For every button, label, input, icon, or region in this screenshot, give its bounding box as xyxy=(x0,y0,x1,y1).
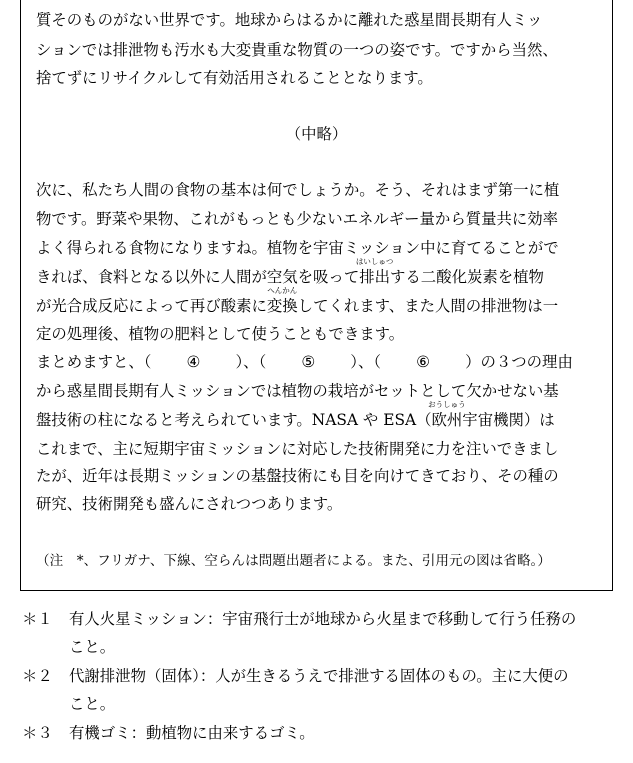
ruby-base: 排出 xyxy=(359,268,391,286)
passage-line: 研究、技術開発も盛んにされつつあります。 xyxy=(36,495,343,513)
passage-line: ションでは排泄物も汚水も大変貴重な物質の一つの姿です。ですから当然、 xyxy=(36,41,558,59)
footnote-text-cont: こと。 xyxy=(69,695,116,713)
ruby-word xyxy=(355,257,394,287)
passage-line xyxy=(36,257,544,287)
ruby-word xyxy=(428,400,466,430)
blank-close: ） xyxy=(465,353,481,371)
footnote-text: 有人火星ミッション：宇宙飛行士が地球から火星まで移動して行う任務の xyxy=(69,610,577,628)
line-text: の３つの理由 xyxy=(480,353,573,371)
editor-note: （注 *、フリガナ、下線、空らんは問題出題者による。また、引用元の図は省略。） xyxy=(36,553,551,569)
separator: 、 xyxy=(243,353,259,371)
footnote-text: 代謝排泄物（固体）：人が生きるうえで排泄する固体のもの。主に大便の xyxy=(69,667,569,685)
passage-line: 捨てずにリサイクルして有効活用されることとなります。 xyxy=(36,69,433,87)
ruby-base: 変換 xyxy=(266,297,298,315)
furigana: へんかん xyxy=(267,286,298,295)
footnote-text-cont: こと。 xyxy=(69,638,116,656)
blank-open: （ xyxy=(373,353,382,371)
line-text: が光合成反応によって再び酸素に xyxy=(36,297,267,315)
blank-open: （ xyxy=(143,353,152,371)
ruby-base: 欧州 xyxy=(431,411,463,429)
ruby-word xyxy=(266,286,298,316)
furigana: おうしゅう xyxy=(428,400,466,409)
omission-marker: （中略） xyxy=(285,125,348,143)
blank-close: ） xyxy=(350,353,358,371)
passage-line-blanks xyxy=(36,352,573,372)
passage-line: 定の処理後、植物の肥料として使うこともできます。 xyxy=(36,325,405,343)
footnote-mark: ＊２ xyxy=(22,667,53,685)
blank-open: （ xyxy=(258,353,267,371)
footnote-mark: ＊３ xyxy=(22,724,53,742)
passage-line: 次に、私たち人間の食物の基本は何でしょうか。そう、それはまず第一に植 xyxy=(36,181,560,199)
line-text: 宇宙機関）は xyxy=(462,411,555,429)
footnote-text: 有機ゴミ：動植物に由来するゴミ。 xyxy=(69,724,315,742)
separator: 、 xyxy=(357,353,374,371)
line-text: してくれます、また人間の排泄物は一 xyxy=(297,297,559,315)
line-text: きれば、食料となる以外に人間が空気を吸って xyxy=(36,268,360,286)
passage-line: から惑星間長期有人ミッションでは植物の栽培がセットとして欠かせない基 xyxy=(36,382,559,400)
passage-line: たが、近年は長期ミッションの基盤技術にも目を向けてきており、その種の xyxy=(36,467,559,485)
passage-line: よく得られる食物になりますね。植物を宇宙ミッション中に育てることがで xyxy=(36,239,559,257)
line-text: 盤技術の柱になると考えられています。NASA や ESA（ xyxy=(36,411,432,429)
passage-line: 質そのものがない世界です。地球からはるかに離れた惑星間長期有人ミッ xyxy=(36,11,543,29)
blank-5: ⑤ xyxy=(301,353,316,371)
line-text: する二酸化炭素を植物 xyxy=(390,268,544,286)
blank-6: ⑥ xyxy=(416,353,430,371)
blank-close: ） xyxy=(235,353,244,371)
passage-line: 物です。野菜や果物、これがもっとも少ないエネルギー量から質量共に効率 xyxy=(36,210,559,228)
passage-line: これまで、主に短期宇宙ミッションに対応した技術開発に力を注いできまし xyxy=(36,440,559,458)
blank-4: ④ xyxy=(186,353,201,371)
passage-line xyxy=(36,286,559,316)
footnote-mark: ＊１ xyxy=(22,610,53,628)
furigana: はいしゅつ xyxy=(355,257,394,266)
line-text: まとめますと、 xyxy=(36,353,144,371)
passage-line xyxy=(36,400,555,430)
